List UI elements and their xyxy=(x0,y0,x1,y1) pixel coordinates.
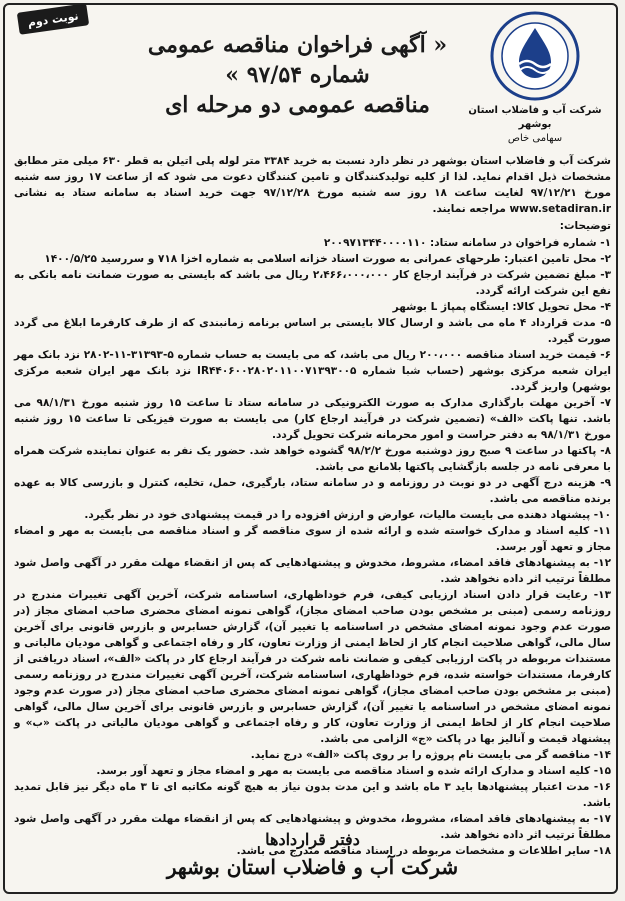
note-item: ۶- قیمت خرید اسناد مناقصه ۲۰۰،۰۰۰ ریال می باشد، که می بایست به حساب شماره ۵-۳۱۳۹۳-۱۱-۲۸۰۲ نزد بانک مهر ایران شعبه مرکزی بوشهر (حساب شبا شماره IR۴۴۰۶۰۰۲۸۰۲۰۱۱۰۰۷۱۳۹۳۰۰۵ نزد بانک مهر ایران شعبه مرکزی بوشهر) واریز گردد. xyxy=(14,349,612,393)
title-line-2: شماره ۹۷/۵۴ » xyxy=(225,62,370,88)
note-item: ۱۴- مناقصه گر می بایست نام پروژه را بر روی پاکت «الف» درج نماید. xyxy=(250,749,611,761)
note-item: ۹- هزینه درج آگهی در دو نوبت در روزنامه و در سامانه ستاد، بارگیری، حمل، تخلیه، کنترل و بازرسی کالا به عهده برنده مناقصه می باشد. xyxy=(14,477,611,505)
footer-company: شرکت آب و فاضلاب استان بوشهر xyxy=(166,855,459,879)
note-item: ۱۸- سایر اطلاعات و مشخصات مربوطه در اسناد مناقصه مندرج می باشد. xyxy=(236,845,611,857)
notice-title xyxy=(120,30,475,120)
notes-section xyxy=(14,218,611,859)
title-line-3: مناقصه عمومی دو مرحله ای xyxy=(165,92,430,118)
note-item: ۵- مدت قرارداد ۴ ماه می باشد و ارسال کالا بایستی بر اساس برنامه زمانبندی که از طرف کارفرما ابلاغ می گردد صورت گیرد. xyxy=(14,317,611,345)
logo-subcaption: سهامی خاص xyxy=(507,133,563,144)
note-item: ۱۷- به پیشنهادهای فاقد امضاء، مشروط، مخدوش و پیشنهادهایی که پس از انقضاء مهلت مقرر در آگهی واصل شود مطلقاً ترتیب اثر داده نخواهد شد. xyxy=(14,813,611,841)
footer-department: دفتر قراردادها xyxy=(265,830,360,849)
note-item: ۷- آخرین مهلت بارگذاری مدارک به صورت الکترونیکی در سامانه ستاد تا ساعت ۱۵ روز شنبه مورخ ۹۸/۱/۳۱ می باشد. تنها پاکت «الف» (تضمین شرکت در فرآیند ارجاع کار) می بایست به صورت فیزیکی تا ساعت ۱۵ روز شنبه مورخ ۹۸/۱/۳۱ به دفتر حراست و امور محرمانه شرکت تحویل گردد. xyxy=(14,397,612,441)
note-item: ۱۲- به پیشنهادهای فاقد امضاء، مشروط، مخدوش و پیشنهادهایی که پس از انقضاء مهلت مقرر در آگهی واصل شود مطلقاً ترتیب اثر داده نخواهد شد. xyxy=(14,557,611,585)
logo-caption: شرکت آب و فاضلاب استان بوشهر xyxy=(468,105,602,130)
edition-badge: نوبت دوم xyxy=(17,3,89,35)
notes-label: توضیحات: xyxy=(559,220,611,232)
note-item: ۲- محل تامین اعتبار: طرحهای عمرانی به صورت اسناد خزانه اسلامی به شماره اخزا ۷۱۸ و سررسید ۱۴۰۰/۵/۲۵ xyxy=(44,253,611,265)
note-item: ۱۶- مدت اعتبار پیشنهادها باید ۳ ماه باشد و این مدت بدون نیاز به هیچ گونه مکاتبه ای تا ۳ ماه دیگر نیز قابل تمدید باشد. xyxy=(14,781,612,809)
note-item: ۱- شماره فراخوان در سامانه ستاد: ۲۰۰۹۷۱۳۴۴۰۰۰۰۱۱۰ xyxy=(323,237,611,249)
intro-paragraph: شرکت آب و فاضلاب استان بوشهر در نظر دارد نسبت به خرید ۳۳۸۴ متر لوله پلی اتیلن به قطر ۶۳۰ میلی متر مطابق مشخصات ذیل اقدام نماید. لذا از کلیه تولیدکنندگان و تامین کنندگان دعوت می شود که از ساعت ۱۷ روز سه شنبه مورخ ۹۷/۱۲/۲۱ لغایت ساعت ۱۸ روز سه شنبه مورخ ۹۷/۱۲/۲۸ جهت خرید اسناد به سامانه ستاد به نشانی www.setadiran.ir مراجعه نمایند. xyxy=(14,155,612,215)
notice-footer xyxy=(0,828,625,882)
title-line-1: « آگهی فراخوان مناقصه عمومی xyxy=(147,32,448,58)
note-item: ۱۰- پیشنهاد دهنده می بایست مالیات، عوارض و ارزش افزوده را در قیمت پیشنهادی خود در نظر بگیرد. xyxy=(84,509,611,521)
note-item: ۸- پاکتها در ساعت ۹ صبح روز دوشنبه مورخ ۹۸/۲/۲ گشوده خواهد شد. حضور یک نفر به عنوان نماینده شرکت همراه با معرفی نامه در جلسه بازگشایی پاکتها بلامانع می باشد. xyxy=(14,445,611,473)
water-drop-logo-icon xyxy=(489,10,581,102)
note-item: ۴- محل تحویل کالا: ایستگاه پمپاژ L بوشهر xyxy=(392,301,611,313)
note-item: ۳- مبلغ تضمین شرکت در فرآیند ارجاع کار ۲،۴۶۶،۰۰۰،۰۰۰ ریال می باشد که بایستی به صورت ضمانت نامه بانکی به نفع این شرکت ارائه گردد. xyxy=(14,269,611,297)
note-item: ۱۱- کلیه اسناد و مدارک خواسته شده و ارائه شده از سوی مناقصه گر و اسناد مناقصه می بایست به مهر و امضاء مجاز و تعهد آور برسد. xyxy=(14,525,611,553)
company-logo xyxy=(465,10,605,145)
note-item: ۱۵- کلیه اسناد و مدارک ارائه شده و اسناد مناقصه می بایست به مهر و امضاء مجاز و تعهد آور برسد. xyxy=(96,765,611,777)
note-item: ۱۳- رعایت قرار دادن اسناد ارزیابی کیفی، فرم خوداظهاری، اساسنامه شرکت، آخرین آگهی تغییرات مندرج در روزنامه رسمی (مبنی بر مشخص بودن صاحب امضای مجاز)، گواهی نمونه امضای محضری صاحب امضای مجاز (در صورت عدم وجود نمونه امضای مشخص در اساسنامه یا تغییر آن)، گزارش حسابرس و بازرس قانونی برای آخرین سال مالی، گواهی صلاحیت انجام کار از لحاظ ایمنی از وزارت تعاون، کار و رفاه اجتماعی و گواهی مودیان مالیاتی و مستندات مربوطه در پاکت ارزیابی کیفی و ضمانت نامه شرکت در فرآیند ارجاع کار در پاکت «الف»، اسناد دریافتی از کارفرما، مستندات خواسته شده، فرم خوداظهاری، اساسنامه شرکت، آخرین آگهی تغییرات مندرج در روزنامه رسمی (مبنی بر مشخص بودن صاحب امضای مجاز)، گواهی نمونه امضای محضری صاحب امضای مجاز (در صورت عدم وجود نمونه امضای مشخص در اساسنامه یا تغییر آن)، گزارش حسابرس و بازرس قانونی برای آخرین سال مالی، گواهی صلاحیت انجام کار از لحاظ ایمنی از وزارت تعاون، کار و رفاه اجتماعی و گواهی مودیان مالیاتی در پاکت «ب» و پیشنهاد قیمت و آنالیز بها در پاکت «ج» الزامی می باشد. xyxy=(14,589,611,745)
